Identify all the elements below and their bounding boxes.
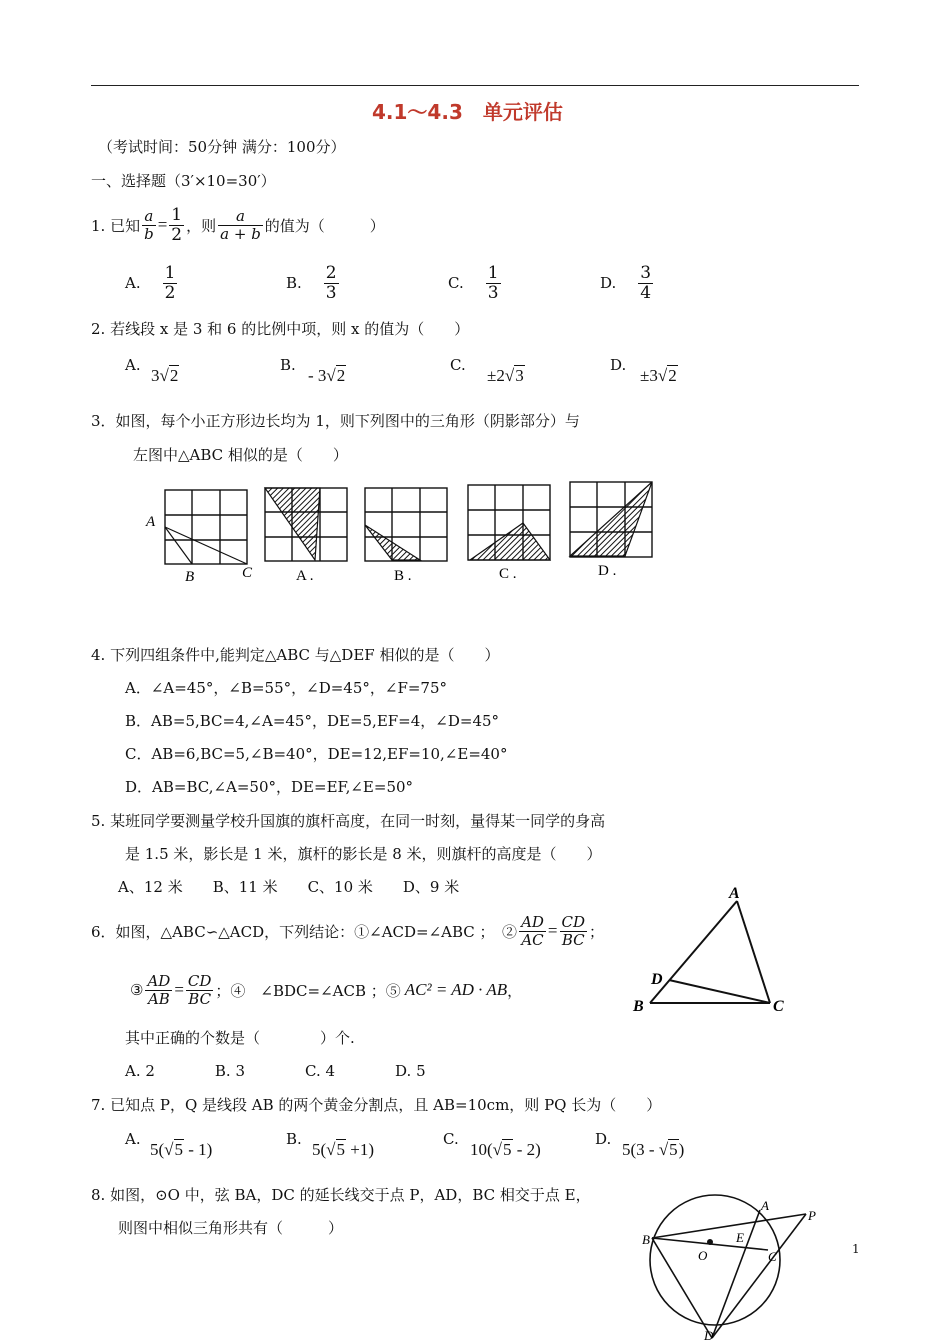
q1-option-a[interactable]: A. $\frac{1}{2}$ — [125, 262, 176, 303]
q3-reference-grid — [165, 490, 247, 564]
q3-option-a-figure[interactable] — [265, 488, 347, 561]
q3-label-c: C — [242, 565, 253, 581]
question-5-line1: 5. 某班同学要测量学校升国旗的旗杆高度，在同一时刻，量得某一同学的身高 — [91, 812, 606, 830]
q3-figures — [140, 478, 660, 588]
question-3-line2: 左图中△ABC 相似的是（ ） — [133, 446, 348, 464]
q7-option-d[interactable]: D. — [595, 1130, 612, 1148]
q4-option-d[interactable]: D．AB=BC,∠A=50°，DE=EF,∠E=50° — [125, 778, 414, 796]
q8-label-b: B — [642, 1232, 650, 1247]
q1-fraction-half: $\frac{1}{2}$ — [171, 204, 183, 245]
question-3-line1: 3．如图，每个小正方形边长均为 1，则下列图中的三角形（阴影部分）与 — [91, 412, 580, 430]
q3-reference-triangle — [165, 527, 247, 564]
q3-option-c-figure[interactable] — [468, 485, 550, 560]
q7-option-c[interactable]: C. — [443, 1130, 459, 1148]
q8-label-d: D — [704, 1328, 714, 1343]
q6-triangle-figure — [625, 880, 795, 1020]
question-6-line2: ③ $\frac{AD}{AB}$ = $\frac{CD}{BC}$ ；④ ∠BDC=∠ACB ；⑤ AC² = AD · AB ， — [130, 972, 523, 1008]
q2-option-b[interactable]: B. — [280, 356, 296, 374]
question-1: 1. 已知 $\frac{a}{b}$ = $\frac{1}{2}$ ，则 $\frac{a}{a + b}$ 的值为（ ） — [91, 204, 385, 245]
q8-circle-figure — [640, 1180, 830, 1344]
q7-option-a[interactable]: A. — [125, 1130, 141, 1148]
q6-label-b: B — [633, 998, 644, 1015]
question-8-line2: 则图中相似三角形共有（ ） — [118, 1219, 344, 1237]
q3-option-b-label: B . — [394, 568, 412, 584]
q6-options[interactable]: A. 2 B. 3 C. 4 D. 5 — [125, 1062, 426, 1080]
question-5-line2: 是 1.5 米，影长是 1 米，旗杆的影长是 8 米，则旗杆的高度是（ ） — [125, 845, 602, 863]
q3-option-b-figure[interactable] — [365, 488, 447, 561]
q4-option-a[interactable]: A．∠A=45°，∠B=55°，∠D=45°，∠F=75° — [125, 679, 448, 697]
question-6-line1: 6．如图，△ABC∽△ACD，下列结论：①∠ACD=∠ABC ； ② $\frac{AD}{AC}$ = $\frac{CD}{BC}$ ； — [91, 913, 605, 949]
q4-option-b[interactable]: B．AB=5,BC=4,∠A=45°，DE=5,EF=4，∠D=45° — [125, 712, 500, 730]
page-number: 1 — [852, 1242, 860, 1256]
q6-label-c: C — [773, 998, 784, 1015]
header-rule — [91, 85, 859, 86]
q8-label-o: O — [698, 1248, 708, 1263]
q5-options[interactable]: A、12 米 B、11 米 C、10 米 D、9 米 — [118, 878, 460, 896]
q8-center-dot — [707, 1239, 713, 1245]
q4-option-c[interactable]: C．AB=6,BC=5,∠B=40°，DE=12,EF=10,∠E=40° — [125, 745, 508, 763]
question-8-line1: 8. 如图，⊙O 中，弦 BA，DC 的延长线交于点 P，AD，BC 相交于点 E， — [91, 1186, 591, 1204]
q8-label-a: A — [761, 1198, 769, 1213]
section-heading: 一、选择题（3′×10=30′） — [91, 172, 276, 190]
q1-option-b[interactable]: B. $\frac{2}{3}$ — [286, 262, 337, 303]
q8-label-e: E — [736, 1230, 744, 1245]
q1-prefix: 1. 已知 — [91, 216, 141, 235]
page-title: 4.1～4.3 单元评估 — [372, 100, 563, 124]
q2-option-c[interactable]: C. — [450, 356, 466, 374]
q8-label-c: C — [768, 1249, 777, 1264]
q6-label-d: D — [651, 971, 663, 988]
q8-label-p: P — [808, 1208, 816, 1223]
question-7: 7. 已知点 P，Q 是线段 AB 的两个黄金分割点，且 AB=10cm，则 PQ 长为（ ） — [91, 1096, 662, 1114]
q1-fraction-ab: $\frac{a}{b}$ — [144, 207, 154, 243]
question-4: 4. 下列四组条件中,能判定△ABC 与△DEF 相似的是（ ） — [91, 646, 500, 664]
question-2: 2. 若线段 x 是 3 和 6 的比例中项，则 x 的值为（ ） — [91, 320, 470, 338]
q3-label-a: A — [146, 514, 156, 530]
question-6-line3: 其中正确的个数是（ ）个. — [125, 1029, 355, 1047]
q3-option-a-label: A . — [296, 568, 314, 584]
q3-label-b: B — [185, 569, 195, 585]
q2-option-a[interactable]: A. — [125, 356, 141, 374]
q2-option-d[interactable]: D. — [610, 356, 627, 374]
q1-fraction-expr: $\frac{a}{a + b}$ — [220, 207, 261, 243]
exam-info: （考试时间：50分钟 满分：100分） — [98, 138, 346, 156]
q3-option-d-label: D . — [598, 563, 617, 579]
q1-option-c[interactable]: C. $\frac{1}{3}$ — [448, 262, 499, 303]
q7-option-b[interactable]: B. — [286, 1130, 302, 1148]
q3-option-c-label: C . — [499, 566, 517, 582]
q3-option-d-figure[interactable] — [570, 482, 652, 557]
q1-option-d[interactable]: D. $\frac{3}{4}$ — [600, 262, 652, 303]
q6-label-a: A — [729, 885, 740, 902]
